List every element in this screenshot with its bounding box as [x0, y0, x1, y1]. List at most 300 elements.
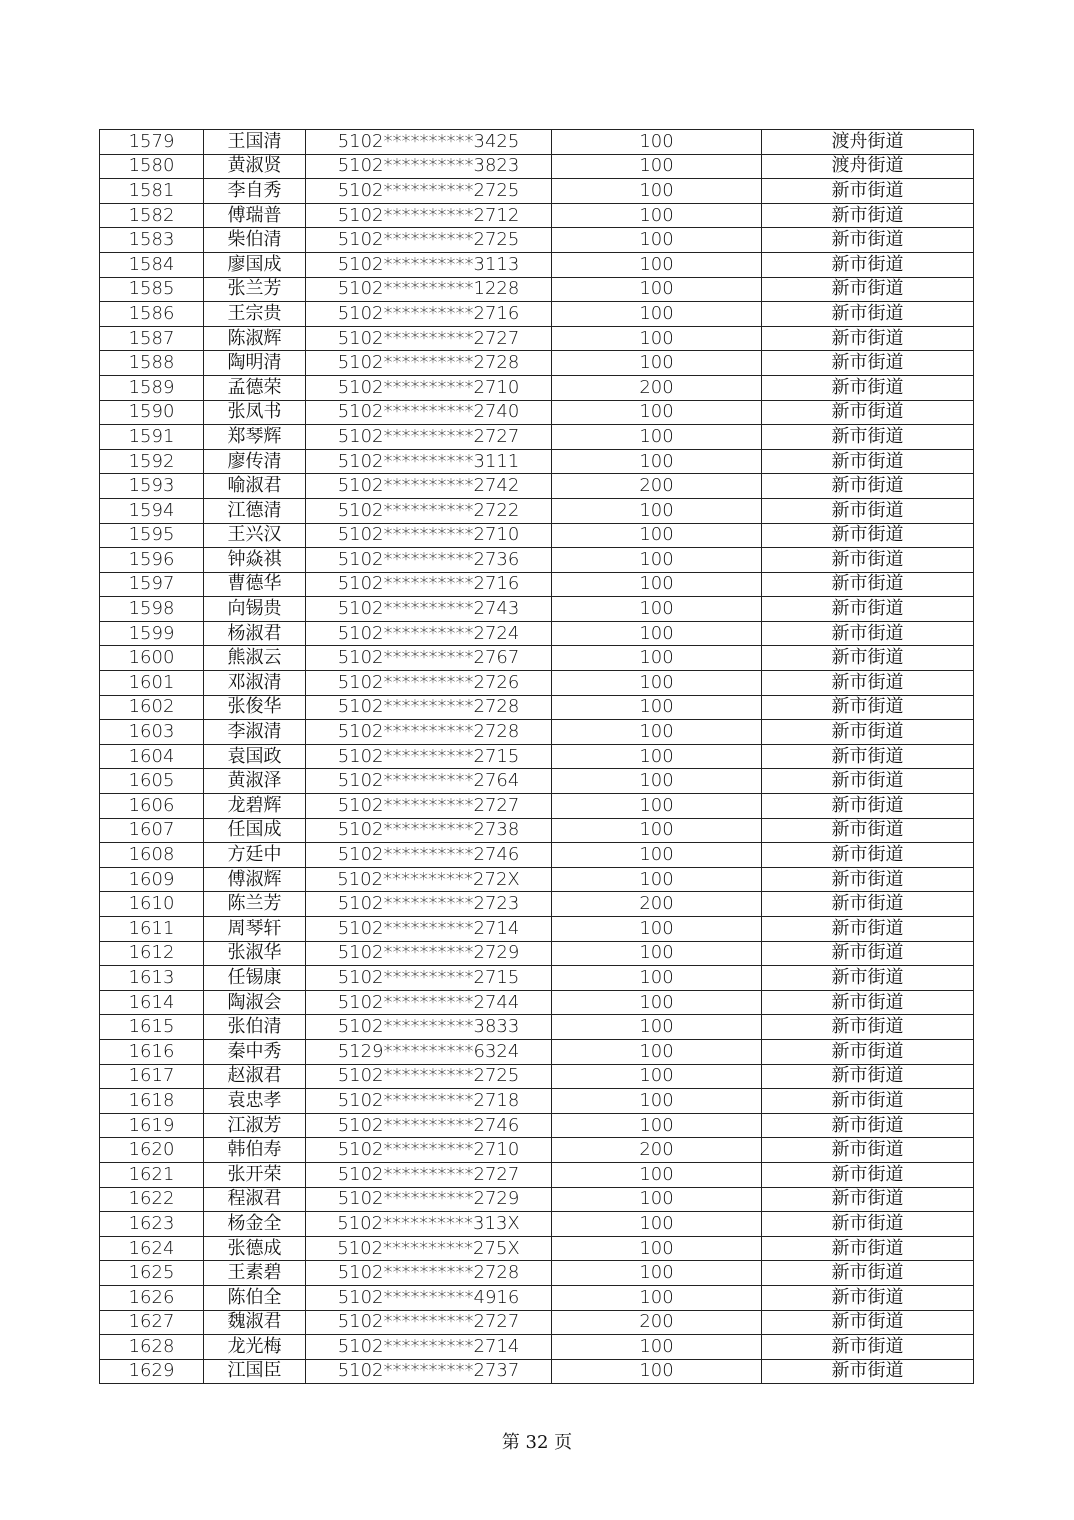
table-row	[100, 744, 974, 769]
amount-cell: 100	[552, 252, 762, 277]
row-number-cell: 1581	[100, 179, 204, 204]
table-row	[100, 720, 974, 745]
amount-cell: 100	[552, 1359, 762, 1384]
table-row	[100, 523, 974, 548]
table-row	[100, 892, 974, 917]
id-number-cell: 5129**********6324	[306, 1039, 552, 1064]
name-cell: 江国臣	[204, 1359, 306, 1384]
row-number-cell: 1597	[100, 572, 204, 597]
table-row	[100, 302, 974, 327]
amount-cell: 100	[552, 1089, 762, 1114]
id-number-cell: 5102**********2716	[306, 302, 552, 327]
street-cell: 新市街道	[762, 769, 974, 794]
name-cell: 王宗贵	[204, 302, 306, 327]
street-cell: 新市街道	[762, 1089, 974, 1114]
table-row	[100, 326, 974, 351]
row-number-cell: 1602	[100, 695, 204, 720]
amount-cell: 100	[552, 621, 762, 646]
amount-cell: 100	[552, 572, 762, 597]
table-row	[100, 1138, 974, 1163]
street-cell: 新市街道	[762, 203, 974, 228]
id-number-cell: 5102**********2710	[306, 523, 552, 548]
id-number-cell: 5102**********2746	[306, 843, 552, 868]
amount-cell: 100	[552, 449, 762, 474]
street-cell: 新市街道	[762, 252, 974, 277]
table-row	[100, 548, 974, 573]
table-row	[100, 597, 974, 622]
name-cell: 程淑君	[204, 1187, 306, 1212]
table-row	[100, 917, 974, 942]
amount-cell: 100	[552, 744, 762, 769]
street-cell: 新市街道	[762, 744, 974, 769]
row-number-cell: 1589	[100, 375, 204, 400]
amount-cell: 200	[552, 1310, 762, 1335]
street-cell: 渡舟街道	[762, 130, 974, 155]
row-number-cell: 1598	[100, 597, 204, 622]
table-row	[100, 1187, 974, 1212]
table-row	[100, 966, 974, 991]
table-row	[100, 990, 974, 1015]
row-number-cell: 1608	[100, 843, 204, 868]
name-cell: 张淑华	[204, 941, 306, 966]
row-number-cell: 1627	[100, 1310, 204, 1335]
table-row	[100, 769, 974, 794]
name-cell: 钟焱祺	[204, 548, 306, 573]
table-row	[100, 818, 974, 843]
row-number-cell: 1613	[100, 966, 204, 991]
row-number-cell: 1603	[100, 720, 204, 745]
amount-cell: 100	[552, 720, 762, 745]
street-cell: 新市街道	[762, 548, 974, 573]
row-number-cell: 1579	[100, 130, 204, 155]
row-number-cell: 1626	[100, 1285, 204, 1310]
row-number-cell: 1618	[100, 1089, 204, 1114]
amount-cell: 100	[552, 1236, 762, 1261]
id-number-cell: 5102**********3113	[306, 252, 552, 277]
id-number-cell: 5102**********2714	[306, 1335, 552, 1360]
id-number-cell: 5102**********2715	[306, 966, 552, 991]
table-row	[100, 1212, 974, 1237]
amount-cell: 100	[552, 1113, 762, 1138]
row-number-cell: 1622	[100, 1187, 204, 1212]
id-number-cell: 5102**********2725	[306, 1064, 552, 1089]
row-number-cell: 1582	[100, 203, 204, 228]
name-cell: 杨淑君	[204, 621, 306, 646]
id-number-cell: 5102**********2736	[306, 548, 552, 573]
row-number-cell: 1586	[100, 302, 204, 327]
name-cell: 廖国成	[204, 252, 306, 277]
street-cell: 新市街道	[762, 498, 974, 523]
row-number-cell: 1629	[100, 1359, 204, 1384]
row-number-cell: 1604	[100, 744, 204, 769]
id-number-cell: 5102**********2728	[306, 695, 552, 720]
name-cell: 江德清	[204, 498, 306, 523]
street-cell: 新市街道	[762, 474, 974, 499]
table-row	[100, 449, 974, 474]
table-row	[100, 1335, 974, 1360]
table-row	[100, 154, 974, 179]
street-cell: 新市街道	[762, 1039, 974, 1064]
id-number-cell: 5102**********2740	[306, 400, 552, 425]
amount-cell: 100	[552, 769, 762, 794]
id-number-cell: 5102**********2728	[306, 351, 552, 376]
amount-cell: 100	[552, 695, 762, 720]
id-number-cell: 5102**********2710	[306, 1138, 552, 1163]
row-number-cell: 1617	[100, 1064, 204, 1089]
id-number-cell: 5102**********2742	[306, 474, 552, 499]
street-cell: 新市街道	[762, 597, 974, 622]
roster-table	[99, 129, 974, 1384]
table-row	[100, 1236, 974, 1261]
street-cell: 新市街道	[762, 794, 974, 819]
name-cell: 江淑芳	[204, 1113, 306, 1138]
id-number-cell: 5102**********313X	[306, 1212, 552, 1237]
name-cell: 魏淑君	[204, 1310, 306, 1335]
table-row	[100, 572, 974, 597]
id-number-cell: 5102**********2712	[306, 203, 552, 228]
row-number-cell: 1624	[100, 1236, 204, 1261]
id-number-cell: 5102**********272X	[306, 867, 552, 892]
table-row	[100, 498, 974, 523]
id-number-cell: 5102**********2743	[306, 597, 552, 622]
amount-cell: 100	[552, 425, 762, 450]
id-number-cell: 5102**********2727	[306, 794, 552, 819]
name-cell: 王素碧	[204, 1261, 306, 1286]
amount-cell: 100	[552, 548, 762, 573]
id-number-cell: 5102**********2715	[306, 744, 552, 769]
name-cell: 孟德荣	[204, 375, 306, 400]
street-cell: 新市街道	[762, 400, 974, 425]
row-number-cell: 1596	[100, 548, 204, 573]
amount-cell: 100	[552, 1187, 762, 1212]
id-number-cell: 5102**********3425	[306, 130, 552, 155]
street-cell: 新市街道	[762, 1212, 974, 1237]
row-number-cell: 1599	[100, 621, 204, 646]
name-cell: 张德成	[204, 1236, 306, 1261]
name-cell: 张伯清	[204, 1015, 306, 1040]
id-number-cell: 5102**********2729	[306, 941, 552, 966]
amount-cell: 100	[552, 400, 762, 425]
roster-table-body	[100, 130, 974, 1384]
name-cell: 柴伯清	[204, 228, 306, 253]
id-number-cell: 5102**********4916	[306, 1285, 552, 1310]
table-row	[100, 1310, 974, 1335]
row-number-cell: 1584	[100, 252, 204, 277]
street-cell: 新市街道	[762, 1261, 974, 1286]
table-row	[100, 277, 974, 302]
name-cell: 向锡贵	[204, 597, 306, 622]
name-cell: 杨金全	[204, 1212, 306, 1237]
table-row	[100, 794, 974, 819]
id-number-cell: 5102**********2746	[306, 1113, 552, 1138]
street-cell: 渡舟街道	[762, 154, 974, 179]
id-number-cell: 5102**********2725	[306, 228, 552, 253]
table-row	[100, 130, 974, 155]
id-number-cell: 5102**********2718	[306, 1089, 552, 1114]
row-number-cell: 1610	[100, 892, 204, 917]
street-cell: 新市街道	[762, 1113, 974, 1138]
amount-cell: 100	[552, 228, 762, 253]
id-number-cell: 5102**********1228	[306, 277, 552, 302]
name-cell: 李淑清	[204, 720, 306, 745]
table-row	[100, 1162, 974, 1187]
id-number-cell: 5102**********2767	[306, 646, 552, 671]
id-number-cell: 5102**********3111	[306, 449, 552, 474]
street-cell: 新市街道	[762, 720, 974, 745]
street-cell: 新市街道	[762, 966, 974, 991]
name-cell: 张凤书	[204, 400, 306, 425]
amount-cell: 200	[552, 474, 762, 499]
amount-cell: 100	[552, 941, 762, 966]
street-cell: 新市街道	[762, 671, 974, 696]
amount-cell: 100	[552, 1285, 762, 1310]
table-row	[100, 1113, 974, 1138]
row-number-cell: 1591	[100, 425, 204, 450]
table-row	[100, 1089, 974, 1114]
id-number-cell: 5102**********2727	[306, 1310, 552, 1335]
amount-cell: 100	[552, 351, 762, 376]
street-cell: 新市街道	[762, 1138, 974, 1163]
name-cell: 廖传清	[204, 449, 306, 474]
row-number-cell: 1593	[100, 474, 204, 499]
street-cell: 新市街道	[762, 277, 974, 302]
street-cell: 新市街道	[762, 621, 974, 646]
row-number-cell: 1609	[100, 867, 204, 892]
row-number-cell: 1601	[100, 671, 204, 696]
amount-cell: 100	[552, 966, 762, 991]
name-cell: 黄淑贤	[204, 154, 306, 179]
amount-cell: 100	[552, 498, 762, 523]
street-cell: 新市街道	[762, 990, 974, 1015]
street-cell: 新市街道	[762, 228, 974, 253]
table-row	[100, 228, 974, 253]
street-cell: 新市街道	[762, 1335, 974, 1360]
row-number-cell: 1619	[100, 1113, 204, 1138]
street-cell: 新市街道	[762, 572, 974, 597]
id-number-cell: 5102**********2724	[306, 621, 552, 646]
name-cell: 张兰芳	[204, 277, 306, 302]
id-number-cell: 5102**********2723	[306, 892, 552, 917]
id-number-cell: 5102**********2764	[306, 769, 552, 794]
name-cell: 张开荣	[204, 1162, 306, 1187]
name-cell: 李自秀	[204, 179, 306, 204]
table-row	[100, 843, 974, 868]
amount-cell: 200	[552, 1138, 762, 1163]
id-number-cell: 5102**********2727	[306, 326, 552, 351]
row-number-cell: 1587	[100, 326, 204, 351]
amount-cell: 100	[552, 671, 762, 696]
street-cell: 新市街道	[762, 1162, 974, 1187]
table-row	[100, 646, 974, 671]
row-number-cell: 1594	[100, 498, 204, 523]
street-cell: 新市街道	[762, 646, 974, 671]
street-cell: 新市街道	[762, 523, 974, 548]
table-row	[100, 1015, 974, 1040]
name-cell: 方廷中	[204, 843, 306, 868]
amount-cell: 100	[552, 154, 762, 179]
street-cell: 新市街道	[762, 818, 974, 843]
row-number-cell: 1600	[100, 646, 204, 671]
amount-cell: 100	[552, 326, 762, 351]
table-row	[100, 351, 974, 376]
amount-cell: 100	[552, 203, 762, 228]
amount-cell: 200	[552, 375, 762, 400]
name-cell: 张俊华	[204, 695, 306, 720]
name-cell: 龙光梅	[204, 1335, 306, 1360]
street-cell: 新市街道	[762, 302, 974, 327]
amount-cell: 200	[552, 892, 762, 917]
id-number-cell: 5102**********2722	[306, 498, 552, 523]
row-number-cell: 1580	[100, 154, 204, 179]
name-cell: 任锡康	[204, 966, 306, 991]
id-number-cell: 5102**********2714	[306, 917, 552, 942]
amount-cell: 100	[552, 867, 762, 892]
name-cell: 周琴轩	[204, 917, 306, 942]
name-cell: 袁国政	[204, 744, 306, 769]
id-number-cell: 5102**********2710	[306, 375, 552, 400]
amount-cell: 100	[552, 597, 762, 622]
street-cell: 新市街道	[762, 917, 974, 942]
amount-cell: 100	[552, 1261, 762, 1286]
street-cell: 新市街道	[762, 449, 974, 474]
street-cell: 新市街道	[762, 892, 974, 917]
table-row	[100, 941, 974, 966]
row-number-cell: 1585	[100, 277, 204, 302]
street-cell: 新市街道	[762, 1187, 974, 1212]
name-cell: 陈淑辉	[204, 326, 306, 351]
street-cell: 新市街道	[762, 179, 974, 204]
id-number-cell: 5102**********2728	[306, 1261, 552, 1286]
id-number-cell: 5102**********2728	[306, 720, 552, 745]
id-number-cell: 5102**********2744	[306, 990, 552, 1015]
amount-cell: 100	[552, 794, 762, 819]
row-number-cell: 1623	[100, 1212, 204, 1237]
id-number-cell: 5102**********2725	[306, 179, 552, 204]
name-cell: 喻淑君	[204, 474, 306, 499]
table-row	[100, 375, 974, 400]
table-row	[100, 425, 974, 450]
id-number-cell: 5102**********2716	[306, 572, 552, 597]
table-row	[100, 400, 974, 425]
name-cell: 傅瑞普	[204, 203, 306, 228]
street-cell: 新市街道	[762, 1359, 974, 1384]
amount-cell: 100	[552, 179, 762, 204]
row-number-cell: 1606	[100, 794, 204, 819]
amount-cell: 100	[552, 523, 762, 548]
id-number-cell: 5102**********2726	[306, 671, 552, 696]
name-cell: 陈伯全	[204, 1285, 306, 1310]
id-number-cell: 5102**********2738	[306, 818, 552, 843]
street-cell: 新市街道	[762, 1015, 974, 1040]
row-number-cell: 1611	[100, 917, 204, 942]
row-number-cell: 1595	[100, 523, 204, 548]
name-cell: 陶明清	[204, 351, 306, 376]
table-row	[100, 474, 974, 499]
amount-cell: 100	[552, 646, 762, 671]
table-row	[100, 1039, 974, 1064]
amount-cell: 100	[552, 1335, 762, 1360]
table-row	[100, 252, 974, 277]
name-cell: 任国成	[204, 818, 306, 843]
row-number-cell: 1620	[100, 1138, 204, 1163]
name-cell: 熊淑云	[204, 646, 306, 671]
street-cell: 新市街道	[762, 843, 974, 868]
row-number-cell: 1614	[100, 990, 204, 1015]
name-cell: 袁忠孝	[204, 1089, 306, 1114]
name-cell: 傅淑辉	[204, 867, 306, 892]
name-cell: 王兴汉	[204, 523, 306, 548]
table-row	[100, 621, 974, 646]
street-cell: 新市街道	[762, 326, 974, 351]
row-number-cell: 1588	[100, 351, 204, 376]
row-number-cell: 1583	[100, 228, 204, 253]
table-row	[100, 1261, 974, 1286]
amount-cell: 100	[552, 818, 762, 843]
amount-cell: 100	[552, 1015, 762, 1040]
row-number-cell: 1616	[100, 1039, 204, 1064]
amount-cell: 100	[552, 990, 762, 1015]
name-cell: 黄淑泽	[204, 769, 306, 794]
row-number-cell: 1607	[100, 818, 204, 843]
row-number-cell: 1605	[100, 769, 204, 794]
name-cell: 王国清	[204, 130, 306, 155]
name-cell: 龙碧辉	[204, 794, 306, 819]
amount-cell: 100	[552, 1064, 762, 1089]
id-number-cell: 5102**********3833	[306, 1015, 552, 1040]
table-row	[100, 695, 974, 720]
amount-cell: 100	[552, 130, 762, 155]
row-number-cell: 1590	[100, 400, 204, 425]
name-cell: 秦中秀	[204, 1039, 306, 1064]
street-cell: 新市街道	[762, 941, 974, 966]
street-cell: 新市街道	[762, 867, 974, 892]
street-cell: 新市街道	[762, 375, 974, 400]
row-number-cell: 1615	[100, 1015, 204, 1040]
table-row	[100, 1064, 974, 1089]
row-number-cell: 1612	[100, 941, 204, 966]
street-cell: 新市街道	[762, 1310, 974, 1335]
name-cell: 邓淑清	[204, 671, 306, 696]
table-row	[100, 1359, 974, 1384]
id-number-cell: 5102**********2727	[306, 1162, 552, 1187]
name-cell: 韩伯寿	[204, 1138, 306, 1163]
name-cell: 陶淑会	[204, 990, 306, 1015]
amount-cell: 100	[552, 302, 762, 327]
table-row	[100, 203, 974, 228]
id-number-cell: 5102**********275X	[306, 1236, 552, 1261]
street-cell: 新市街道	[762, 1285, 974, 1310]
name-cell: 赵淑君	[204, 1064, 306, 1089]
street-cell: 新市街道	[762, 695, 974, 720]
name-cell: 曹德华	[204, 572, 306, 597]
id-number-cell: 5102**********3823	[306, 154, 552, 179]
street-cell: 新市街道	[762, 425, 974, 450]
table-row	[100, 867, 974, 892]
street-cell: 新市街道	[762, 1064, 974, 1089]
name-cell: 郑琴辉	[204, 425, 306, 450]
id-number-cell: 5102**********2729	[306, 1187, 552, 1212]
amount-cell: 100	[552, 1212, 762, 1237]
table-row	[100, 671, 974, 696]
row-number-cell: 1628	[100, 1335, 204, 1360]
amount-cell: 100	[552, 917, 762, 942]
amount-cell: 100	[552, 1162, 762, 1187]
row-number-cell: 1621	[100, 1162, 204, 1187]
street-cell: 新市街道	[762, 1236, 974, 1261]
amount-cell: 100	[552, 277, 762, 302]
amount-cell: 100	[552, 1039, 762, 1064]
row-number-cell: 1625	[100, 1261, 204, 1286]
